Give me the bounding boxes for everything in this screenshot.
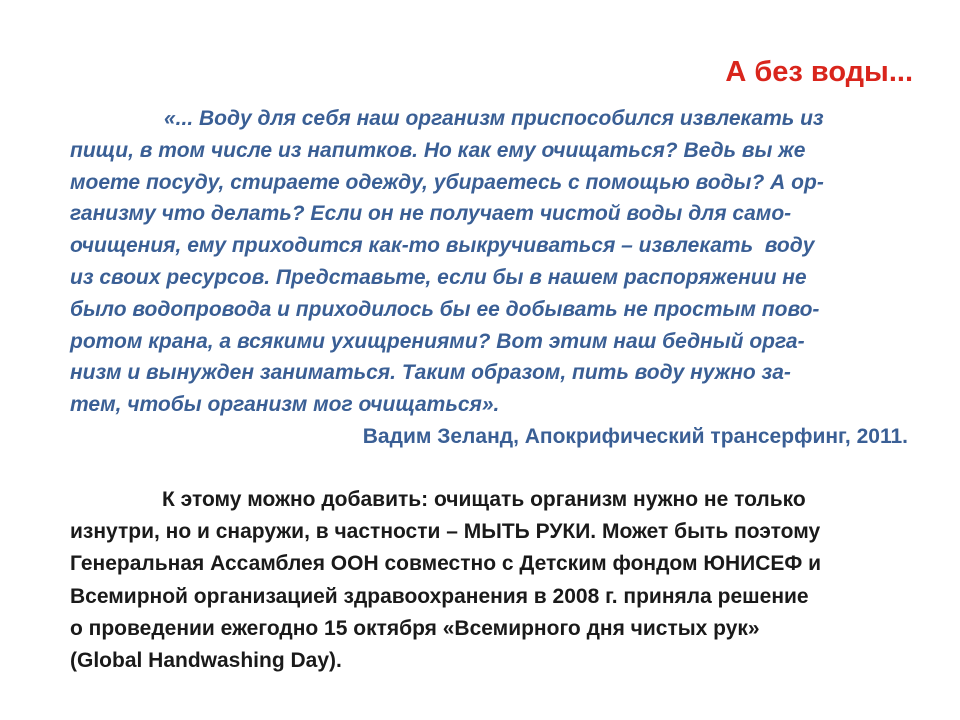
quote-line: из своих ресурсов. Представьте, если бы в нашем распоряжении не [70,265,807,289]
quote-line: тем, чтобы организм мог очищаться». [70,393,500,417]
quote-line: было водопровода и приходилось бы ее добывать не простым пово- [70,297,820,321]
quote-line: моете посуду, стираете одежду, убираетесь с помощью воды? А ор- [70,170,824,194]
quote-attribution: Вадим Зеланд, Апокрифический трансерфинг, 2011. [362,425,908,448]
quote-line: ротом крана, а всякими ухищрениями? Вот этим наш бедный орга- [70,329,805,353]
body-line: К этому можно добавить: очищать организм нужно не только [162,488,806,511]
quote-line: низм и вынужден заниматься. Таким образом, пить воду нужно за- [70,361,791,385]
quote-line: ганизму что делать? Если он не получает чистой воды для само- [70,202,792,226]
body-line: изнутри, но и снаружи, в частности – МЫТЬ РУКИ. Может быть поэтому [70,520,821,544]
body-paragraph [70,484,930,677]
quote-line: очищения, ему приходится как-то выкручиваться – извлекать воду [70,234,815,258]
body-line: Генеральная Ассамблея ООН совместно с Детским фондом ЮНИСЕФ и [70,552,822,576]
quote-line: пищи, в том числе из напитков. Но как ему очищаться? Ведь вы же [70,138,806,162]
slide-title: А без воды... [725,56,913,88]
quote-block [70,103,920,421]
body-line: о проведении ежегодно 15 октября «Всемирного дня чистых рук» [70,616,760,640]
body-line: Всемирной организацией здравоохранения в 2008 г. приняла решение [70,584,809,608]
quote-line: «... Воду для себя наш организм приспособился извлекать из [164,107,824,130]
body-line: (Global Handwashing Day). [70,649,342,673]
